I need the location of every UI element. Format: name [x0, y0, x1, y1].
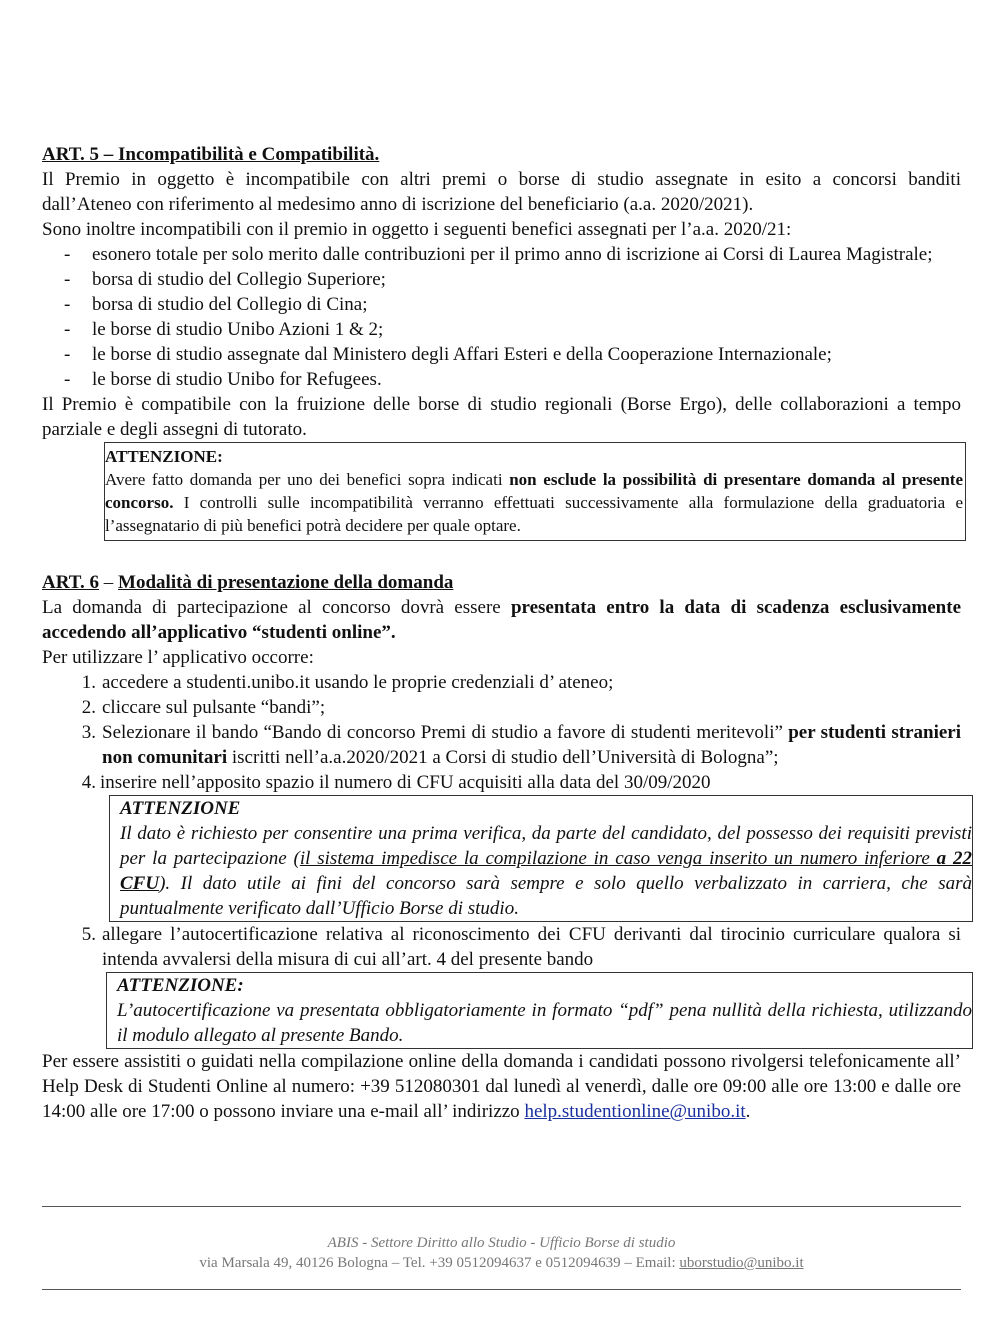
list-item: - le borse di studio assegnate dal Ministero degli Affari Esteri e della Cooperazione Internazionale; — [64, 344, 832, 365]
footer-address: via Marsala 49, 40126 Bologna – Tel. +39 0512094637 e 0512094639 – Email: uborstudio@unibo.it — [199, 1255, 804, 1271]
footer — [42, 1233, 961, 1273]
list-item: - le borse di studio Unibo for Refugees. — [64, 369, 382, 390]
art6-heading: ART. 6 – Modalità di presentazione della domanda — [42, 572, 454, 593]
art6-paragraph-3: Per essere assistiti o guidati nella compilazione online della domanda i candidati possono rivolgersi telefonicamente all’ Help Desk di Studenti Online al numero: +39 512080301 dal lunedì al venerdì, dalle ore 09:00 alle ore 13:00 e dalle ore 14:00 alle ore 17:00 o possono inviare una e-mail all’ indirizzo help.studentionline@unibo.it. — [42, 1051, 961, 1122]
step-4: 4. inserire nell’apposito spazio il numero di CFU acquisiti alla data del 30/09/2020 — [81, 772, 711, 793]
list-item: - borsa di studio del Collegio Superiore; — [64, 269, 386, 290]
attention-title: ATTENZIONE — [120, 798, 241, 819]
footer-email-link[interactable]: uborstudio@unibo.it — [679, 1255, 804, 1271]
attention-box-cfu — [109, 795, 973, 922]
art6-paragraph-1: La domanda di partecipazione al concorso dovrà essere presentata entro la data di scadenza esclusivamente accedendo all’applicativo “studenti online”. — [42, 597, 961, 643]
art5-paragraph-2: Sono inoltre incompatibili con il premio in oggetto i seguenti benefici assegnati per l’a.a. 2020/21: — [42, 219, 792, 240]
step-5: 5. allegare l’autocertificazione relativa al riconoscimento dei CFU derivanti dal tirocinio curriculare qualora si intenda avvalersi della misura di cui all’art. 4 del presente bando — [81, 924, 961, 970]
attention-title: ATTENZIONE: — [105, 447, 223, 466]
step-2: 2. cliccare sul pulsante “bandi”; — [81, 697, 326, 718]
step-3: 3. Selezionare il bando “Bando di concorso Premi di studio a favore di studenti meritevoli” per studenti stranieri non comunitari iscritti nell’a.a.2020/2021 a Corsi di studio dell’Università di Bologna”; — [81, 722, 961, 768]
footer-office: ABIS - Settore Diritto allo Studio - Ufficio Borse di studio — [327, 1235, 676, 1251]
attention-box-art5 — [104, 442, 966, 541]
footer-divider-top — [42, 1206, 961, 1207]
art5-paragraph-3: Il Premio è compatibile con la fruizione delle borse di studio regionali (Borse Ergo), delle collaborazioni a tempo parziale e degli assegni di tutorato. — [42, 394, 961, 440]
art5-heading: ART. 5 – Incompatibilità e Compatibilità. — [42, 144, 380, 165]
art6-paragraph-2: Per utilizzare l’ applicativo occorre: — [42, 647, 314, 668]
art5-paragraph-1b: dall’Ateneo con riferimento al medesimo anno di iscrizione del beneficiario (a.a. 2020/2021). — [42, 194, 754, 215]
attention-text: Avere fatto domanda per uno dei benefici sopra indicati non esclude la possibilità di presentare domanda al presente concorso. I controlli sulle incompatibilità verranno effettuati successivamente alla formulazione della graduatoria e l’assegnatario di più benefici potrà decidere per quale optare. — [105, 470, 964, 535]
incompatibility-list — [42, 242, 961, 392]
attention-box-autocertification — [106, 972, 973, 1049]
list-item: - borsa di studio del Collegio di Cina; — [64, 294, 368, 315]
attention-title: ATTENZIONE: — [117, 975, 244, 996]
attention-text: L’autocertificazione va presentata obbligatoriamente in formato “pdf” pena nullità della richiesta, utilizzando il modulo allegato al presente Bando. — [117, 1000, 972, 1046]
art5-paragraph-1a: Il Premio in oggetto è incompatibile con altri premi o borse di studio assegnate in esito a concorsi banditi — [42, 169, 961, 190]
list-item: - le borse di studio Unibo Azioni 1 & 2; — [64, 319, 384, 340]
helpdesk-email-link[interactable]: help.studentionline@unibo.it — [524, 1101, 746, 1122]
list-item: - esonero totale per solo merito dalle contribuzioni per il primo anno di iscrizione ai Corsi di Laurea Magistrale; — [64, 244, 933, 265]
footer-divider-bottom — [42, 1289, 961, 1290]
document-body — [42, 142, 972, 1124]
attention-text: Il dato è richiesto per consentire una prima verifica, da parte del candidato, del possesso dei requisiti previsti per la partecipazione (il sistema impedisce la compilazione in caso venga inserito un numero inferiore a 22 CFU). Il dato utile ai fini del concorso sarà sempre e solo quello verbalizzato in carriera, che sarà puntualmente verificato dall’Ufficio Borse di studio. — [120, 823, 972, 919]
step-1: 1. accedere a studenti.unibo.it usando le proprie credenziali d’ ateneo; — [81, 672, 614, 693]
